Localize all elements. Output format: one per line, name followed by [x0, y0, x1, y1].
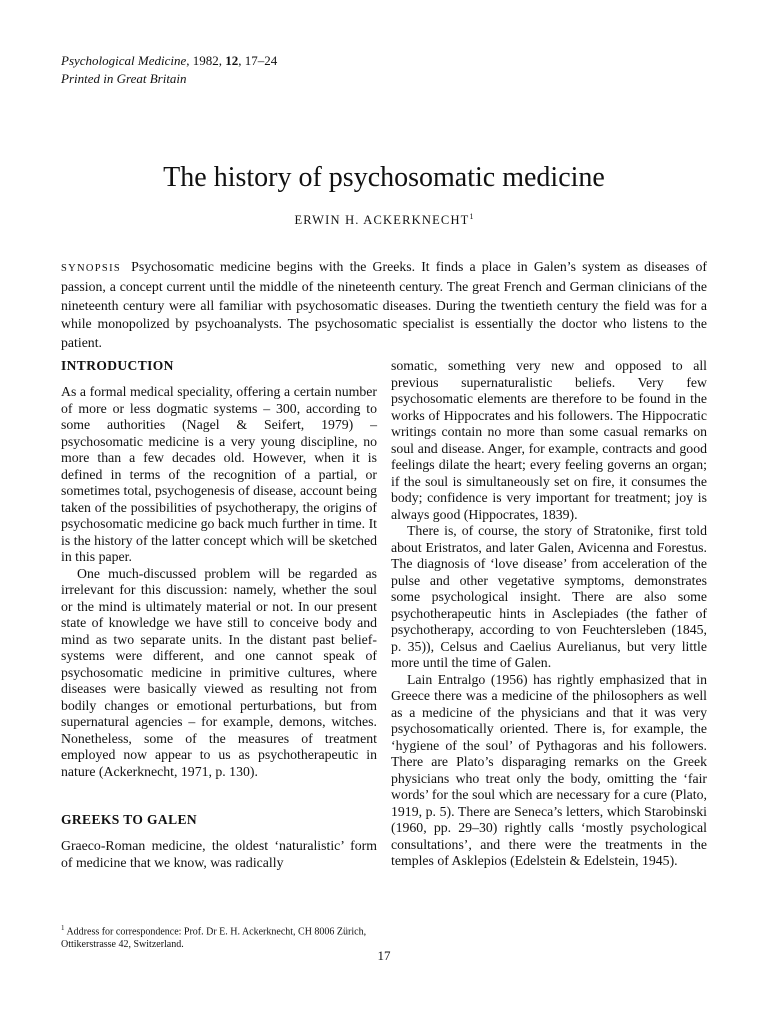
author-name: ERWIN H. ACKERKNECHT: [294, 213, 470, 228]
greeks-paragraph-3: There is, of course, the story of Stratonike, first told about Eristratos, and later Galen, Avicenna and Forestus. The diagnosis of ‘love disease’ from acceleration of the pulse and other vegetative symptoms, demonstrates some psychological insight. There are also some psychotherapeutic hints in Asclepiades (the father of psychotherapy, according to von Feuchtersleben (1845, p. 35)), Celsus and Caelius Aurelianus, but very little more until the time of Galen.: [391, 523, 707, 670]
footnote-text: Address for correspondence: Prof. Dr E. H. Ackerknecht, CH 8006 Zürich, Ottikerstrasse 42, Switzerland.: [61, 926, 367, 951]
journal-citation: [61, 52, 277, 88]
author-footnote-mark: 1: [469, 212, 474, 221]
intro-paragraph-1: As a formal medical speciality, offering a certain number of more or less dogmatic systems – 300, according to some authorities (Nagel & Seifert, 1979) – psychosomatic medicine is a very young discipline, no more than a few decades old. However, when it is defined in terms of the recognition of a partial, or sometimes total, psychogenesis of disease, account being taken of the possibilities of psychotherapy, the origins of psychosomatic medicine go back much further in time. It is the history of the latter concept which will be sketched in this paper.: [61, 384, 377, 564]
footnote-mark: 1: [61, 924, 65, 932]
heading-introduction: INTRODUCTION: [61, 358, 174, 373]
greeks-paragraph-1: Graeco-Roman medicine, the oldest ‘naturalistic’ form of medicine that we know, was radically: [61, 838, 377, 870]
journal-name: Psychological Medicine: [61, 53, 187, 68]
journal-year: , 1982,: [186, 53, 226, 68]
article-author: [0, 212, 768, 228]
article-title: The history of psychosomatic medicine: [163, 162, 605, 193]
heading-greeks-to-galen: GREEKS TO GALEN: [61, 812, 198, 827]
synopsis-text: Psychosomatic medicine begins with the Greeks. It finds a place in Galen’s system as diseases of passion, a concept current until the middle of the nineteenth century. The great French and German clinicians of the nineteenth century were all familiar with psychosomatic diseases. During the twentieth century the field was for a while monopolized by psychoanalysts. The psychosomatic specialist is essentially the doctor who listens to the patient.: [61, 259, 708, 350]
synopsis: [61, 258, 707, 352]
footnote: [61, 922, 381, 951]
intro-paragraph-2: One much-discussed problem will be regarded as irrelevant for this discussion: namely, whether the soul or the mind is ultimately material or not. In our present state of knowledge we have still to conceive body and mind as two separate units. In the distant past belief-systems were different, and one cannot speak of psychosomatic medicine in primitive cultures, where diseases were basically viewed as resulting not from bodily changes or emotional perturbations, but from supernatural agencies – for example, demons, witches. Nonetheless, some of the measures of treatment employed now appear to us as psychotherapeutic in nature (Ackerknecht, 1971, p. 130).: [61, 565, 377, 779]
synopsis-label: SYNOPSIS: [61, 263, 122, 274]
greeks-paragraph-4: Lain Entralgo (1956) has rightly emphasized that in Greece there was a medicine of the philosophers as well as a medicine of the physicians and that it was very psychosomatically oriented. There is, for example, the ‘hygiene of the soul’ of Pythagoras and his followers. There are Plato’s disparaging remarks on the Greek physicians who treat only the body, omitting the ‘fair words’ for the soul which are necessary for a cure (Plato, 1919, p. 5). There are Seneca’s letters, which Starobinski (1960, pp. 29–30) rightly calls ‘mostly psychological consultations’, and there were the treatments in the temples of Asklepios (Edelstein & Edelstein, 1945).: [391, 671, 707, 868]
printed-line: Printed in Great Britain: [61, 71, 187, 86]
page-number: 17: [377, 948, 391, 963]
left-column: [61, 358, 377, 871]
right-column: [391, 358, 707, 870]
greeks-paragraph-2: somatic, something very new and opposed to all previous supernaturalistic beliefs. Very few psychosomatic elements are therefore to be found in the works of Hippocrates and his followers. The Hippocratic writings contain no more than some casual remarks on soul and disease. Anger, for example, contracts and good feelings dilate the heart; every feeling governs an organ; if the soul is simultaneously set on fire, it consumes the body; confidence is very important for treatment; joy is always good (Hippocrates, 1839).: [391, 358, 707, 522]
journal-line: [61, 52, 277, 70]
journal-volume: 12: [225, 53, 239, 68]
journal-pages: , 17–24: [238, 53, 278, 68]
